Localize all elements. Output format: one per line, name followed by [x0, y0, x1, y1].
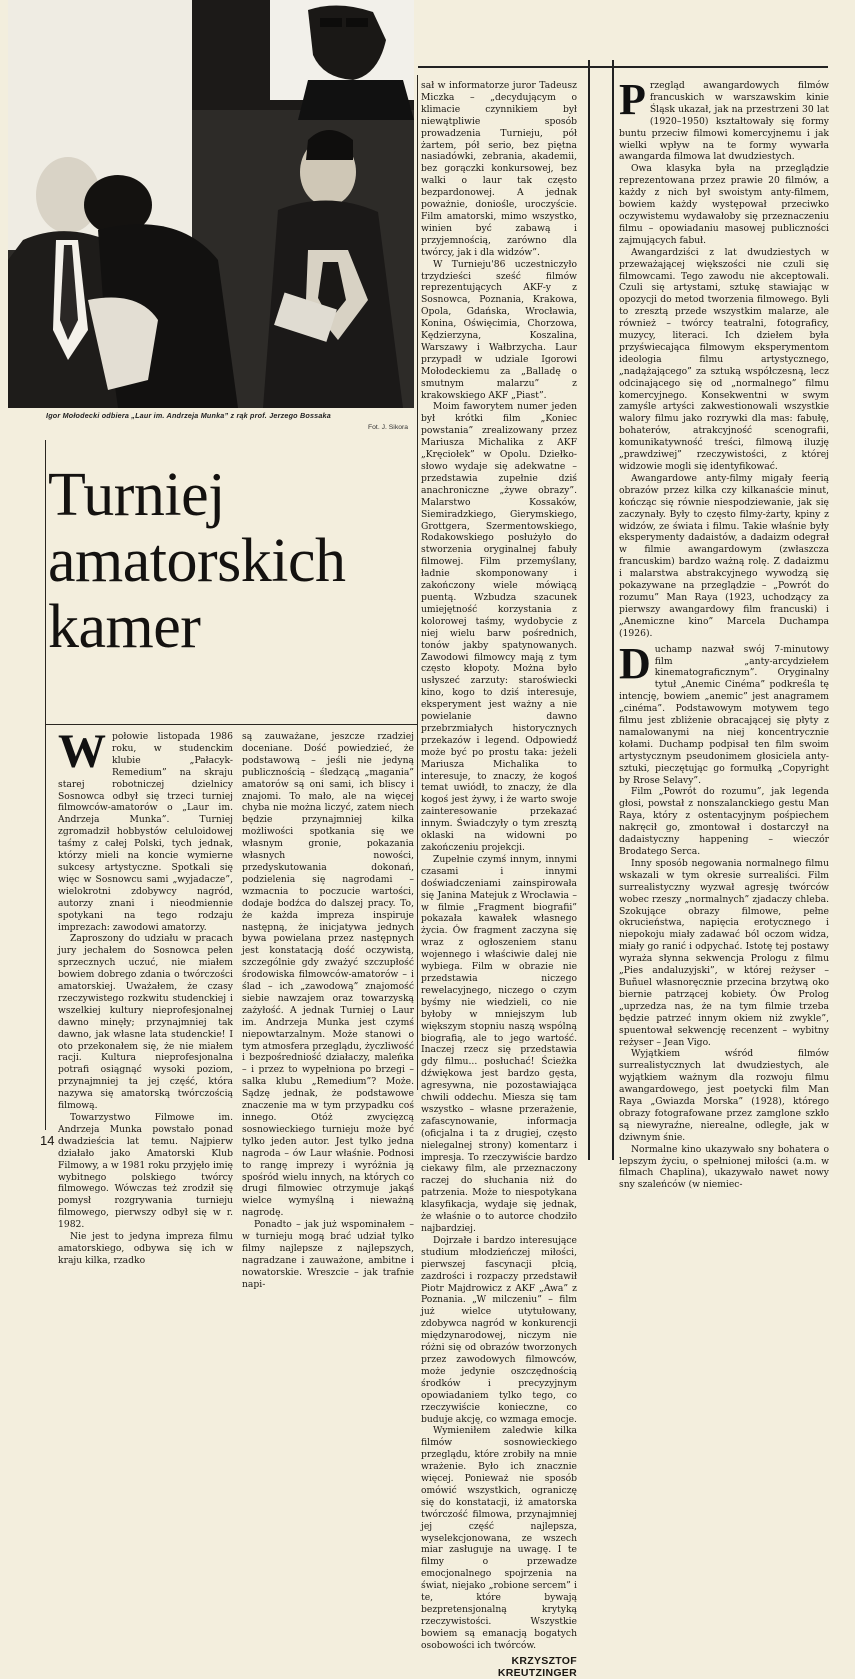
- article-column-3: [421, 80, 577, 1679]
- article-column-1: [58, 725, 233, 1266]
- top-rule: [418, 66, 828, 68]
- paragraph: Przegląd awangardowych filmów francuskich w warszawskim kinie Śląsk ukazał, jak na przestrzeni 30 lat (1920–1950) kształtowały się formy buntu przeciw filmowi komercyjnemu i jak wielki wpływ na te formy wywarła awangarda filmowa lat dwudziestych.: [619, 75, 829, 163]
- paragraph: sał w informatorze juror Tadeusz Miczka – „decydującym o klimacie czynnikiem był niewątpliwie sposób prowadzenia Turnieju, pół żartem, pół serio, bez piętna nasiadówki, zebrania, akademii, bez gorączki konkursowej, bez walki o laur tak często bezpardonowej. A jednak poważnie, doniośle, uroczyście. Film amatorski, mimo wszystko, winien być zabawą i przyjemnością, zarówno dla twórcy, jak i dla widzów”.: [421, 80, 577, 258]
- drop-cap: D: [619, 638, 651, 688]
- paragraph: Wpołowie listopada 1986 roku, w studenckim klubie „Pałacyk-Remedium” na skraju starej robotniczej dzielnicy Sosnowca odbył się trzeci turniej filmowców-amatorów o „Laur im. Andrzeja Munka”. Turniej zgromadził hobbystów celuloidowej taśmy z całej Polski, tych jednak, którzy mieli na koncie wymierne sukcesy artystyczne. Spotkali się więc w Sosnowcu sami „wyjadacze”, wielokrotni zdobywcy nagród, autorzy znani i nieodmiennie spotykani na tego rodzaju imprezach: zawodowi amatorzy.: [58, 725, 233, 933]
- sidebar-rule: [588, 60, 590, 1160]
- column-rule: [45, 440, 46, 1130]
- paragraph: Duchamp nazwał swój 7-minutowy film „anty-arcydziełem kinematograficznym”. Oryginalny tytuł „Anemic Cinéma” podkreśla tę intencję, bowiem „anemic” jest anagramem „cinéma”. Podstawowym motywem tego filmu jest zbliżenie obracającej się płyty z namalowanymi na niej koncentrycznie kołami. Duchamp podpisał ten film swoim artystycznym pseudonimem głosiciela anty-sztuki, pieczętując go formułką „Copyright by Rrose Selavy”.: [619, 638, 829, 786]
- paragraph: Nie jest to jedyna impreza filmu amatorskiego, odbywa się ich w kraju kilka, rzadko: [58, 1231, 233, 1266]
- title-line-3: kamer: [48, 593, 201, 661]
- paragraph: Awangardziści z lat dwudziestych w przeważającej większości nie czuli się filmowcami. Tego zawodu nie akceptowali. Czuli się artystami, sztukę stawiając w opozycji do metod tworzenia filmowego. Byli to zresztą przede wszystkim malarze, ale również – twórcy teatralni, fotografiсy, muzycy, literaci. Ich dziełem była przyświecająca filmowym eksperymentom ideologia filmu artystycznego, „nadążającego” za sztuką współczesną, lecz odcinającego się od „normalnego” filmu komercyjnego. Konsekwentni w swym zamyśle artyści zakwestionowali wszystkie walory filmu jako rozrywki dla mas: fabułę, bohaterów, atrakcyjność scenografii, komunikatywność treści, filmową iluzję „prawdziwej” rzeczywistości, z której widzowie mogli się identyfikować.: [619, 246, 829, 472]
- sidebar-rule: [612, 60, 614, 1160]
- drop-cap: P: [619, 75, 646, 124]
- paragraph: Wyjątkiem wśród filmów surrealistycznych lat dwudziestych, ale wyjątkiem ważnym dla rozwoju filmu awangardowego, jest poetycki film Man Raya „Gwiazda Morska” (1928), którego obrazy fotografowane przez zamglone szkło są niewyraźne, nierealne, odległe, jak w dziwnym śnie.: [619, 1048, 829, 1143]
- photo-credit: Fot. J. Sikora: [368, 424, 409, 431]
- paragraph: Normalne kino ukazywało sny bohatera o lepszym życiu, o spełnionej miłości (a.m. w filmach Chaplina), ukazywało nawet nowy sny szaleńców (w niemiec-: [619, 1143, 829, 1191]
- article-title: [48, 462, 388, 660]
- page-number: 14: [40, 1133, 55, 1148]
- paragraph: Towarzystwo Filmowe im. Andrzeja Munka powstało ponad dwadzieścia lat temu. Najpierw działało jako Amatorski Klub Filmowy, a w 1981 roku przyjęło imię wybitnego polskiego twórcy filmowego. Wówczas też zrodził się pomysł rozgrywania turnieju filmowego, pierwszy odbył się w r. 1982.: [58, 1112, 233, 1231]
- title-line-2: amatorskich: [48, 527, 346, 595]
- paragraph: Wymieniłem zaledwie kilka filmów sosnowieckiego przeglądu, które zrobiły na mnie wrażenie. Było ich znacznie więcej. Ponieważ nie sposób omówić wszystkich, ograniczę się do konstatacji, iż amatorska twórczość filmowa, przynajmniej jej część najlepsza, wyselekcjonowana, ze wszech miar zasługuje na uwagę. I te filmy o przewadze emocjonalnego spojrzenia na świat, niejako „robione sercem” i te, które bywają bezpretensjonalną krytyką rzeczywistości. Wszystkie bowiem są emanacją bogatych osobowości ich twórców.: [421, 1425, 577, 1651]
- column-rule: [417, 75, 418, 1090]
- paragraph: Ponadto – jak już wspominałem – w turnieju mogą brać udział tylko filmy najlepsze z najlepszych, nagradzane i zauważone, ambitne i nowatorskie. Wreszcie – jak trafnie napi-: [242, 1219, 414, 1290]
- sidebar-column: [619, 75, 829, 1191]
- paragraph: są zauważane, jeszcze rzadziej doceniane. Dość powiedzieć, że podstawową – jeśli nie jedyną publicznością – śledzącą „magania” amatorów są oni sami, ich bliscy i znajomi. To mało, ale na więcej chyba nie można liczyć, zatem niech będzie przynajmniej kilka możliwości spotkania się we własnym gronie, pokazania własnych nowości, przedyskutowania dokonań, podzielenia się nagrodami – wzmacnia to poczucie wartości, dodaje bodźca do dalszej pracy. To, że każda impreza inspiruje następną, że inicjatywa jednych bywa powielana przez następnych jest konstatacją dość oczywistą, szczególnie gdy zważyć szczupłość środowiska filmowców-amatorów – i ślad – ich „zawodową” znajomość siebie nawzajem oraz towarzyską zażyłość. A jednak Turniej o Laur im. Andrzeja Munka jest czymś niepowtarzalnym. Może stanowi o tym atmosfera przeglądu, życzliwość i bezpośredniość działaczy, maleńka – i przez to wypełniona po brzegi – salka klubu „Remedium”? Może. Sądzę jednak, że podstawowe znaczenie ma w tym przypadku coś innego. Otóż zwycięzcą sosnowieckiego turnieju może być tylko jeden autor. Jest tylko jedna nagroda – ów Laur właśnie. Podnosi to rangę imprezy i wyróżnia ją spośród wielu innych, na których co drugi filmowiec otrzymuje jakąś wielce wymyślną i nieważną nagrodę.: [242, 731, 414, 1219]
- award-photo: [8, 0, 414, 408]
- photo-caption: Igor Mołodecki odbiera „Laur im. Andrzeja Munka” z rąk prof. Jerzego Bossaka: [46, 411, 331, 420]
- paragraph: Dojrzałe i bardzo interesujące studium młodzieńczej miłości, pierwszej fascynacji płcią, zazdrości i rozpaczy przedstawił Piotr Majdrowicz z AKF „Awa” z Poznania. „W milczeniu” – film już wielce utytułowany, zdobywca nagród w konkurencji międzynarodowej, niczym nie różni się od obrazów tworzonych przez zawodowych filmowców, może jedynie oszczędnością środków i precyzyjnym opowiadaniem tylko tego, co rzeczywiście konieczne, co buduje akcję, co wzmaga emocje.: [421, 1234, 577, 1425]
- paragraph: W Turnieju'86 uczestniczyło trzydzieści sześć filmów reprezentujących AKF-y z Sosnowca, Poznania, Krakowa, Opola, Gdańska, Wrocławia, Konina, Oświęcimia, Chorzowa, Kędzierzyna, Koszalina, Warszawy i Wałbrzycha. Laur przypadł w udziale Igorowi Mołodeckiemu za „Balladę o smutnym malarzu” z krakowskiego AKF „Piast”.: [421, 258, 577, 401]
- title-line-1: Turniej: [48, 461, 225, 529]
- paragraph: Owa klasyka była na przeglądzie reprezentowana przez prawie 20 filmów, a każdy z nich był swoistym anty-filmem, bowiem każdy występował przeciwko oczywistemu wydawałoby się przeznaczeniu filmu – opowiadaniu masowej publiczności zajmujących fabuł.: [619, 163, 829, 246]
- author-byline: KRZYSZTOF KREUTZINGER: [497, 1654, 577, 1679]
- paragraph: Zupełnie czymś innym, innymi czasami i innymi doświadczeniami zainspirowała się Janina Matejuk z Wrocławia – w filmie „Fragment biografii” pokazała kawałek własnego życia. Ów fragment zaczyna się wraz z ogłoszeniem stanu wojennego i właściwie dalej nie wybiega. Film w obrazie nie przedstawia niczego rewelacyjnego, niczego o czym byśmy nie wiedzieli, co nie byłoby w mniejszym lub większym stopniu naszą wspólną biografią, ale to jego wartość. Inaczej rzecz się przedstawia gdy filmu... posłuchać! Ścieżka dźwiękowa jest bardzo gęsta, agresywna, nie pozostawiająca chwili oddechu. Miesza się tam wszystko – własne przerażenie, zafascynowanie, informacja (oficjalna i ta z drugiej, często nielegalnej strony) komentarz i impresja. To rzeczywiście bardzo ciekawy film, ale przeznaczony raczej do słuchania niż do patrzenia. Może to niespotykana klasyfikacja, wydaje się jednak, że właśnie o to autorce chodziło najbardziej.: [421, 853, 577, 1234]
- drop-cap: W: [58, 725, 106, 778]
- article-column-2: [242, 731, 414, 1290]
- paragraph: Moim faworytem numer jeden był krótki film „Koniec powstania” zrealizowany przez Mariusza Michalika z AKF „Kręciołek” w Opolu. Dziełko-słowo wydaje się adekwatne – przedstawia zupełnie dziś anachroniczne „żywe obrazy”. Malarstwo Kossaków, Siemiradzkiego, Gierymskiego, Grottgera, Szermentowskiego, Rodakowskiego posłużyło do stworzenia oryginalnej fabuły filmowej. Film przemyślany, ładnie skomponowany i zakończony wiele mówiącą puentą. Wzbudza szacunek umiejętność korzystania z kolorowej taśmy, wydobycie z niej wielu barw pośrednich, tonów jakby spatynowanych. Zawodowi filmowcy mają z tym często kłopoty. Można było usłyszeć zarzuty: staroświecki kino, kogo to dziś interesuje, eksperyment jest ważny a nie powielanie dawno przebrzmiałych historycznych przekazów i legend. Odpowiedź może być po prostu taka: jeżeli Mariusza Michalika to interesuje, to znaczy, że kogoś temat uwiódł, to znaczy, że dla kogoś jest żywy, i że warto swoje zainteresowanie przekazać innym. Świadczyły o tym zresztą oklaski na widowni po zakończeniu projekcji.: [421, 401, 577, 853]
- paragraph: Zaproszony do udziału w pracach jury jechałem do Sosnowca pełen sprzecznych uczuć, nie miałem bowiem dobrego zdania o twórczości amatorskiej. Uważałem, że czasy rzeczywistego rozkwitu studenckiej i wszelkiej kultury nieprofesjonalnej dawno minęły; przynajmniej tak dawno, jak własne lata studenckie! I oto przekonałem się, że nie miałem racji. Kultura nieprofesjonalna potrafi osiągnąć wysoki poziom, przynajmniej ta jej część, która nazywa się amatorską twórczością filmową.: [58, 933, 233, 1112]
- paragraph: Inny sposób negowania normalnego filmu wskazali w tym okresie surrealiści. Film surrealistyczny wyzwał agresję twórców wobec rzeszy „normalnych” zjadaczy chleba. Szokujące obrazy filmowe, pełne okrucieństwa, napięcia erotycznego i niepokoju miały zadawać ból oczom widza, miały go ranić i odpychać. Istotę tej postawy wyraża słynna sekwencja Prologu z filmu „Pies andaluzyjski”, w której reżyser – Buñuel własnoręcznie przecina brzytwą oko biernie patrzącej kobiety. Ów Prolog „uprzedza nas, że na tym filmie trzeba będzie patrzeć innym okiem niż zwykle”, spuentował sekwencję recenzent – wybitny reżyser – Jean Vigo.: [619, 857, 829, 1048]
- paragraph: Awangardowe anty-filmy migały feerią obrazów przez kilka czy kilkanaście minut, kończąc się równie niespodziewanie, jak się zaczynały. Były to często filmy-żarty, kpiny z widzów, ze świata i filmu. Takie właśnie były eksperymenty dadaistów, a dadaizm odegrał w filmie awangardowym (zwłaszcza francuskim) bardzo ważną rolę. Z dadaizmu i malarstwa abstrakcyjnego wywodzą się pokazywane na przeglądzie – „Powrót do rozumu” Man Raya (1923, uchodzący za pierwszy awangardowy film francuski) i „Anemiczne kino” Marcela Duchampa (1926).: [619, 472, 829, 639]
- paragraph: Film „Powrót do rozumu”, jak legenda głosi, powstał z nonszalanckiego gestu Man Raya, który z ostentacyjnym pośpiechem nakręcił go, zmontował i dostarczył na dadaistyczny happening – wieczór Brodatego Serca.: [619, 786, 829, 857]
